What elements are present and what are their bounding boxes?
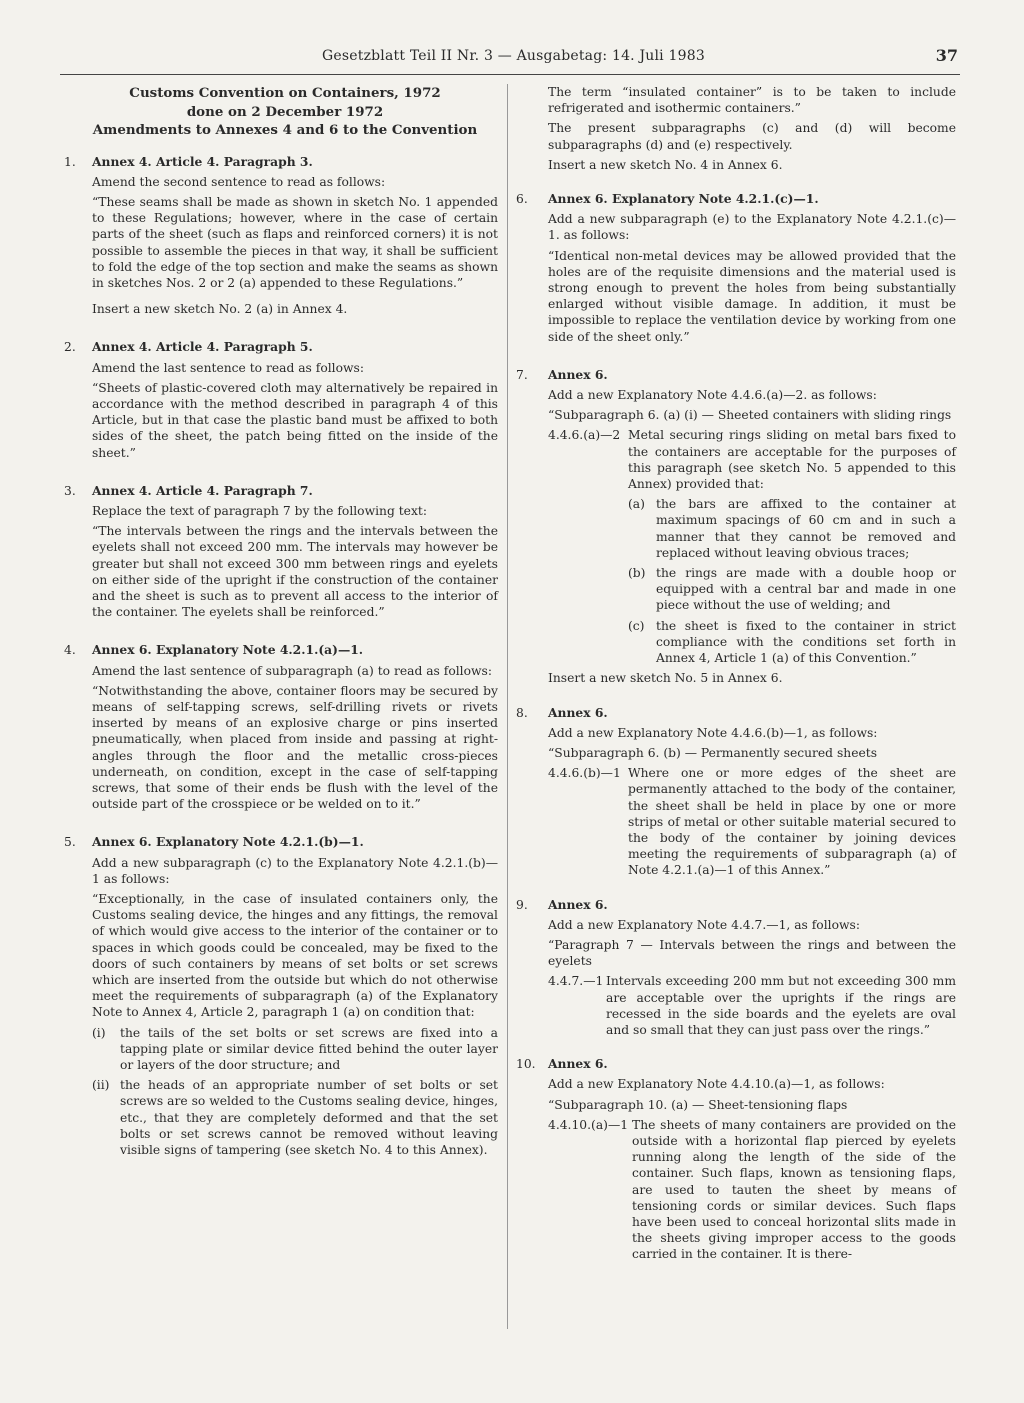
condition-c bbox=[628, 618, 956, 667]
note-subheading: “Subparagraph 6. (b) — Permanently secured sheets bbox=[548, 745, 878, 760]
explanatory-note bbox=[548, 765, 956, 878]
amendment-number: 3. bbox=[64, 483, 76, 498]
note-code: 4.4.10.(a)—1 bbox=[548, 1117, 629, 1132]
amendment-intro: Add a new subparagraph (e) to the Explanatory Note 4.2.1.(c)—1. as follows: bbox=[548, 212, 956, 243]
amendment-intro: Add a new Explanatory Note 4.4.7.—1, as follows: bbox=[548, 917, 860, 932]
condition-text: the tails of the set bolts or set screws are fixed into a tapping plate or similar device fitted behind the outer layer or layers of the door structure; and bbox=[120, 1025, 498, 1073]
note-subheading: “Subparagraph 10. (a) — Sheet-tensioning flaps bbox=[548, 1097, 848, 1112]
amendment-number: 1. bbox=[64, 154, 76, 169]
amendment-number: 8. bbox=[516, 705, 528, 720]
amendment-intro: Add a new Explanatory Note 4.4.10.(a)—1, as follows: bbox=[548, 1077, 885, 1092]
explanatory-note bbox=[548, 973, 956, 1038]
note-code: 4.4.6.(b)—1 bbox=[548, 766, 621, 781]
note-subheading: “Subparagraph 6. (a) (i) — Sheeted containers with sliding rings bbox=[548, 408, 952, 423]
amendment-intro: Add a new subparagraph (c) to the Explanatory Note 4.2.1.(b)—1 as follows: bbox=[92, 855, 498, 886]
running-head: Gesetzblatt Teil II Nr. 3 — Ausgabetag: 14. Juli 1983 bbox=[322, 48, 705, 64]
amendment-heading: Annex 6. bbox=[548, 704, 608, 720]
amendment-heading: Annex 6. bbox=[548, 896, 608, 912]
amendment-heading: Annex 4. Article 4. Paragraph 5. bbox=[92, 339, 313, 355]
page-header bbox=[60, 44, 960, 75]
continued-text: The present subparagraphs (c) and (d) will become subparagraphs (d) and (e) respectively. bbox=[548, 121, 956, 152]
amendment-heading: Annex 6. Explanatory Note 4.2.1.(c)—1. bbox=[548, 191, 819, 207]
amendment-1 bbox=[64, 154, 498, 318]
condition-marker: (b) bbox=[628, 566, 646, 581]
condition-marker: (c) bbox=[628, 618, 645, 633]
continued-text: Insert a new sketch No. 4 in Annex 6. bbox=[548, 157, 783, 172]
amendment-insert: Insert a new sketch No. 5 in Annex 6. bbox=[548, 671, 783, 686]
condition-ii bbox=[92, 1077, 498, 1158]
amendment-9 bbox=[516, 897, 956, 1039]
amendment-number: 5. bbox=[64, 835, 76, 850]
condition-text: the rings are made with a double hoop or equipped with a central bar and made in one piece without the use of welding; and bbox=[656, 566, 956, 613]
amendment-text: “These seams shall be made as shown in sketch No. 1 appended to these Regulations; however, where in the case of certain parts of the sheet (such as flaps and reinforced corners) it is not possible to assemble the pieces in that way, it shall be sufficient to fold the edge of the top section and make the seams as shown in sketches Nos. 2 or 2 (a) appended to these Regulations.” bbox=[92, 194, 498, 290]
amendment-heading: Annex 4. Article 4. Paragraph 3. bbox=[92, 153, 313, 169]
amendment-number: 7. bbox=[516, 367, 528, 382]
amendment-heading: Annex 4. Article 4. Paragraph 7. bbox=[92, 482, 313, 498]
amendment-number: 2. bbox=[64, 340, 76, 355]
condition-text: the bars are affixed to the container at maximum spacings of 60 cm and in such a manner that they cannot be removed and replaced without leaving obvious traces; bbox=[656, 497, 956, 560]
amendment-5-continued bbox=[516, 84, 956, 173]
note-text: Intervals exceeding 200 mm but not exceeding 300 mm are acceptable over the uprights if the rings are recessed in the side boards and the eyelets are oval and so small that they can just pass over the rings.” bbox=[606, 974, 956, 1037]
condition-marker: (a) bbox=[628, 497, 645, 512]
note-text: Where one or more edges of the sheet are permanently attached to the body of the container, the sheet shall be held in place by one or more strips of metal or other suitable material secured to the body of the container by joining devices meeting the requirements of subparagraph (a) of Note 4.2.1.(a)—1 of this Annex.” bbox=[628, 766, 956, 878]
amendment-heading: Annex 6. bbox=[548, 366, 608, 382]
amendment-8 bbox=[516, 705, 956, 879]
condition-text: the heads of an appropriate number of set bolts or set screws are so welded to the Customs sealing device, hinges, etc., that they are completely deformed and that the set bolts or set screws cannot be removed without leaving visible signs of tampering (see sketch No. 4 to this Annex). bbox=[120, 1078, 498, 1158]
note-code: 4.4.6.(a)—2 bbox=[548, 428, 621, 443]
amendment-heading: Annex 6. Explanatory Note 4.2.1.(a)—1. bbox=[92, 642, 364, 658]
right-column bbox=[516, 84, 956, 1263]
continued-text: The term “insulated container” is to be taken to include refrigerated and isothermic containers.” bbox=[548, 85, 956, 116]
amendment-text: “The intervals between the rings and the intervals between the eyelets shall not exceed 200 mm. The intervals may however be greater but shall not exceed 300 mm between rings and eyelets on either side of the upright if the construction of the container and the sheet is such as to prevent all access to the interior of the container. The eyelets shall be reinforced.” bbox=[92, 524, 498, 620]
amendment-6 bbox=[516, 191, 956, 345]
column-divider bbox=[507, 84, 508, 1329]
note-text: The sheets of many containers are provided on the outside with a horizontal flap pierced by eyelets running along the length of the side of the container. Such flaps, known as tensioning flaps, are used to tauten the sheet by means of tensioning cords or similar devices. Such flaps have been used to conceal horizontal slits made in the sheets giving improper access to the goods carried in the container. It is there- bbox=[632, 1117, 956, 1262]
amendment-text: “Notwithstanding the above, container floors may be secured by means of self-tapping screws, self-drilling rivets or rivets inserted by means of an explosive charge or pins inserted pneumatically, when placed from inside and passing at right-angles through the floor and the metallic cross-pieces underneath, on condition, except in the case of self-tapping screws, that some of their ends be flush with the level of the outside part of the crosspiece or be welded on to it.” bbox=[92, 683, 498, 812]
amendment-number: 6. bbox=[516, 192, 528, 207]
amendment-number: 9. bbox=[516, 897, 528, 912]
amendment-heading: Annex 6. Explanatory Note 4.2.1.(b)—1. bbox=[92, 834, 364, 850]
amendment-text: “Sheets of plastic-covered cloth may alternatively be repaired in accordance with the method described in paragraph 4 of this Article, but in that case the plastic band must be affixed to both sides of the sheet, the patch being fitted on the inside of the sheet.” bbox=[92, 380, 498, 460]
condition-b bbox=[628, 565, 956, 614]
title-line-1: Customs Convention on Containers, 1972 bbox=[129, 85, 441, 101]
condition-marker: (ii) bbox=[92, 1078, 110, 1093]
amendment-intro: Add a new Explanatory Note 4.4.6.(b)—1, as follows: bbox=[548, 725, 878, 740]
page-number: 37 bbox=[935, 46, 958, 65]
amendment-10 bbox=[516, 1056, 956, 1262]
title-line-2: done on 2 December 1972 bbox=[186, 103, 384, 120]
amendment-number: 4. bbox=[64, 643, 76, 658]
note-text: Metal securing rings sliding on metal bars fixed to the containers are acceptable for the purposes of this paragraph (see sketch No. 5 appended to this Annex) provided that: bbox=[628, 428, 956, 492]
amendment-text: “Exceptionally, in the case of insulated containers only, the Customs sealing device, the hinges and any fittings, the removal of which would give access to the interior of the container or to spaces in which goods could be concealed, may be fixed to the doors of such containers by means of set bolts or set screws which are inserted from the outside but which do not otherwise meet the requirements of subparagraph (a) of the Explanatory Note to Annex 4, Article 2, paragraph 1 (a) on condition that: bbox=[92, 892, 498, 1020]
explanatory-note bbox=[548, 1117, 956, 1263]
note-subheading: “Paragraph 7 — Intervals between the rings and between the eyelets bbox=[548, 937, 956, 969]
amendment-7 bbox=[516, 367, 956, 687]
amendment-5 bbox=[64, 834, 498, 1158]
explanatory-note bbox=[548, 427, 956, 666]
amendment-intro: Amend the second sentence to read as follows: bbox=[92, 174, 386, 189]
amendment-insert: Insert a new sketch No. 2 (a) in Annex 4. bbox=[92, 302, 348, 317]
amendment-intro: Amend the last sentence to read as follows: bbox=[92, 360, 364, 375]
amendment-3 bbox=[64, 483, 498, 621]
condition-marker: (i) bbox=[92, 1025, 106, 1040]
condition-a bbox=[628, 496, 956, 561]
amendment-4 bbox=[64, 642, 498, 812]
amendment-intro: Replace the text of paragraph 7 by the following text: bbox=[92, 503, 427, 518]
condition-i bbox=[92, 1025, 498, 1074]
title-line-3: Amendments to Annexes 4 and 6 to the Convention bbox=[92, 122, 478, 138]
left-column bbox=[64, 84, 498, 1180]
amendment-2 bbox=[64, 339, 498, 460]
amendment-heading: Annex 6. bbox=[548, 1056, 608, 1072]
document-title bbox=[72, 84, 498, 140]
amendment-intro: Amend the last sentence of subparagraph (a) to read as follows: bbox=[92, 663, 492, 678]
amendment-number: 10. bbox=[516, 1057, 536, 1072]
note-code: 4.4.7.—1 bbox=[548, 974, 604, 989]
condition-text: the sheet is fixed to the container in strict compliance with the conditions set forth in Annex 4, Article 1 (a) of this Convention.” bbox=[656, 618, 956, 666]
amendment-intro: Add a new Explanatory Note 4.4.6.(a)—2. as follows: bbox=[548, 388, 877, 403]
amendment-text: “Identical non-metal devices may be allowed provided that the holes are of the requisite dimensions and the material used is strong enough to prevent the holes from being substantially enlarged without visible damage. In addition, it must be impossible to replace the ventilation device by working from one side of the sheet only.” bbox=[548, 248, 956, 344]
